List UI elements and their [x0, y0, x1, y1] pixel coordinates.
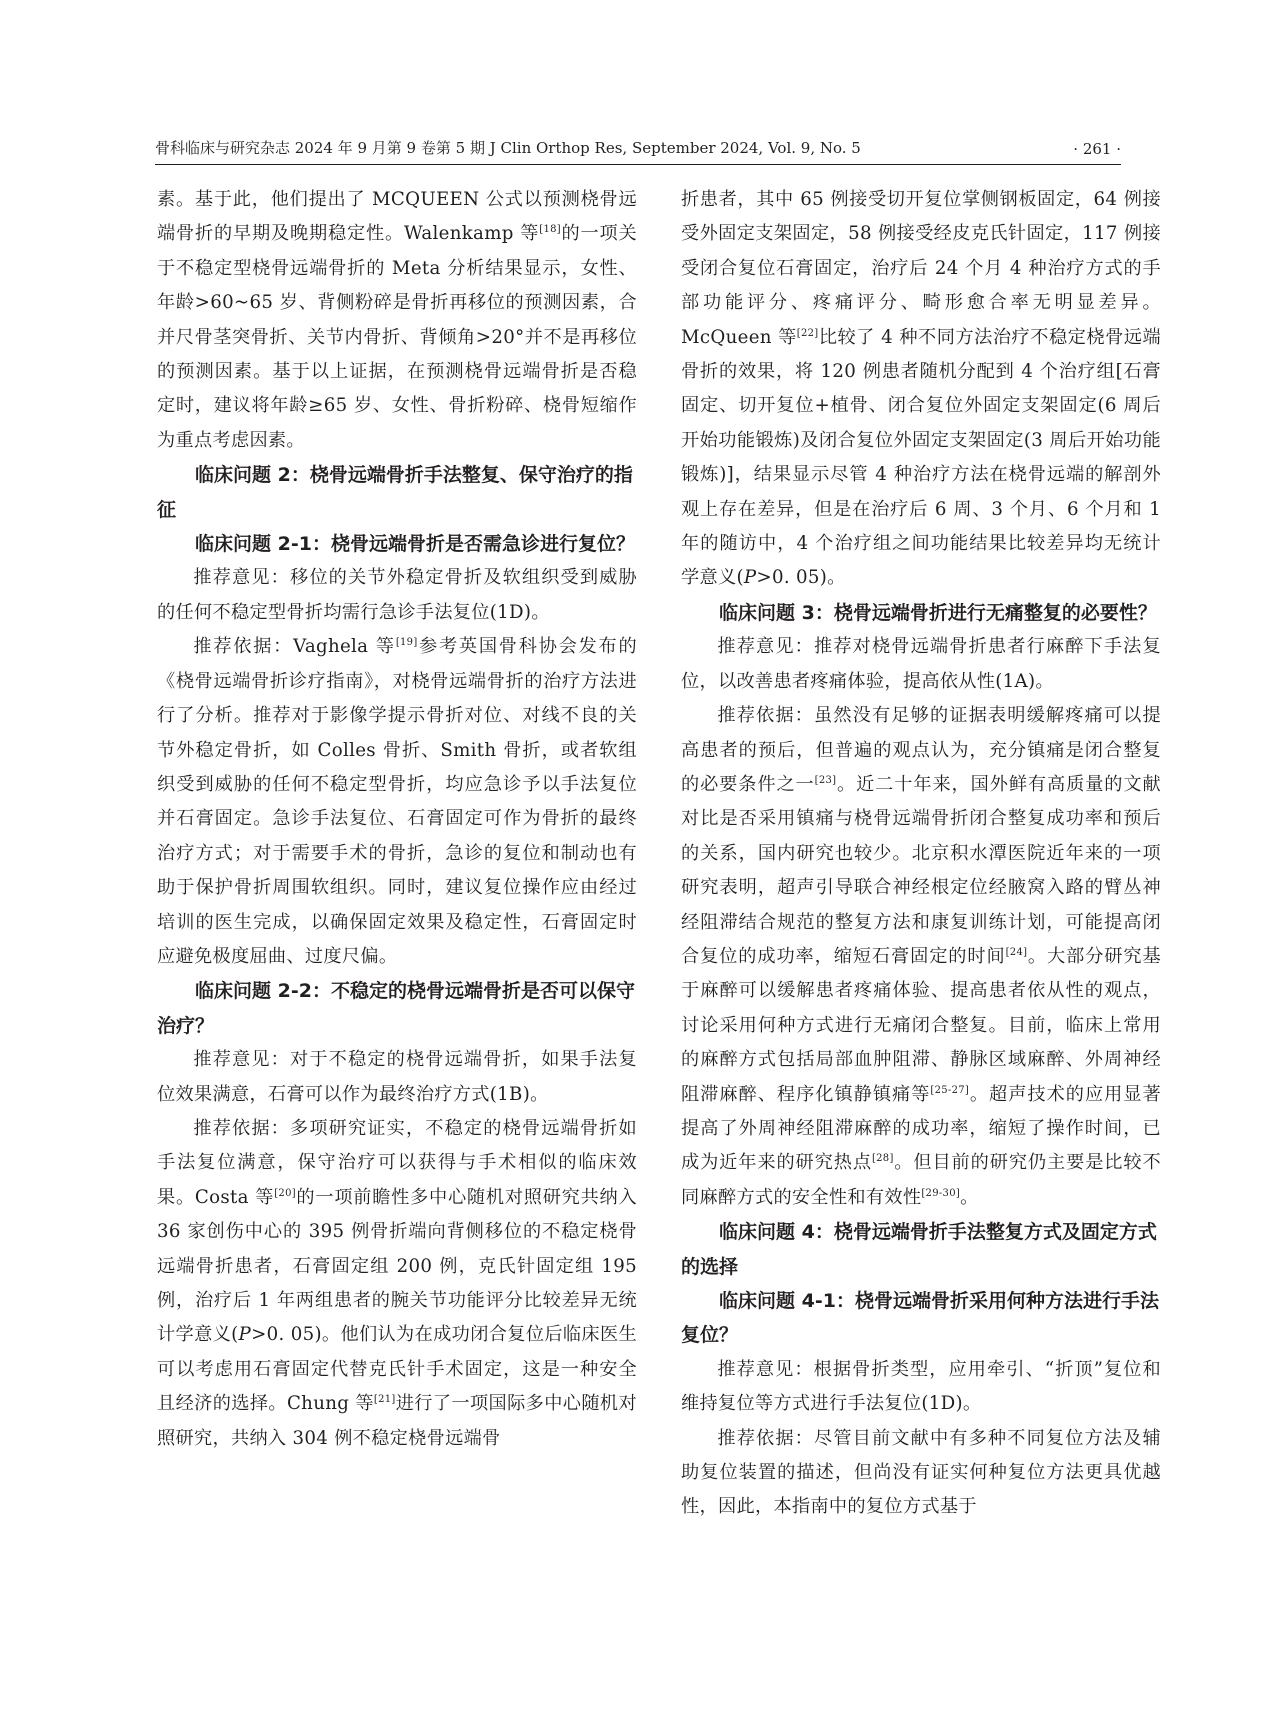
section-heading: 临床问题 2-2：不稳定的桡骨远端骨折是否可以保守治疗？ — [157, 980, 635, 1037]
paragraph: 素。基于此，他们提出了 MCQUEEN 公式以预测桡骨远端骨折的早期及晚期稳定性。Walenkamp 等[18]的一项关于不稳定型桡骨远端骨折的 Meta 分析结果显示，女性、年龄>60~65 岁、背侧粉碎是骨折再移位的预测因素，合并尺骨茎突骨折、关节内骨折、背倾角>20°并不是再移位的预测因素。基于以上证据，在预测桡骨远端骨折是否稳定时，建议将年龄≥65 岁、女性、骨折粉碎、桡骨短缩作为重点考虑因素。 — [157, 189, 638, 451]
left-column — [157, 183, 637, 1456]
paragraph: 推荐依据：尽管目前文献中有多种不同复位方法及辅助复位装置的描述，但尚没有证实何种复位方法更具优越性，因此，本指南中的复位方式基于 — [681, 1427, 1161, 1518]
paragraph: 推荐依据：Vaghela 等[19]参考英国骨科协会发布的《桡骨远端骨折诊疗指南》，对桡骨远端骨折的治疗方法进行了分析。推荐对于影像学提示骨折对位、对线不良的关节外稳定骨折，如 Colles 骨折、Smith 骨折，或者软组织受到威胁的任何不稳定型骨折，均应急诊予以手法复位并石膏固定。急诊手法复位、石膏固定可作为骨折的最终治疗方式；对于需要手术的骨折，急诊的复位和制动也有助于保护骨折周围软组织。同时，建议复位操作应由经过培训的医生完成，以确保固定效果及稳定性，石膏固定时应避免极度屈曲、过度尺偏。 — [157, 636, 637, 967]
recommendation: 推荐意见：对于不稳定的桡骨远端骨折，如果手法复位效果满意，石膏可以作为最终治疗方式(1B)。 — [157, 1049, 637, 1105]
citation[interactable]: [28] — [871, 1153, 894, 1165]
citation[interactable]: [19] — [395, 637, 418, 649]
citation[interactable]: [29-30] — [921, 1187, 961, 1199]
right-column — [681, 183, 1161, 1525]
citation[interactable]: [25-27] — [930, 1084, 970, 1096]
recommendation: 推荐意见：根据骨折类型，应用牵引、“折顶”复位和维持复位等方式进行手法复位(1D)。 — [681, 1358, 1161, 1415]
citation[interactable]: [24] — [1005, 946, 1028, 958]
citation[interactable]: [22] — [796, 327, 819, 339]
recommendation: 推荐意见：移位的关节外稳定骨折及软组织受到威胁的任何不稳定型骨折均需行急诊手法复位(1D)。 — [157, 567, 637, 623]
citation[interactable]: [23] — [814, 774, 837, 786]
page-number: · 261 · — [1073, 140, 1121, 158]
paragraph: 推荐依据：多项研究证实，不稳定的桡骨远端骨折如手法复位满意，保守治疗可以获得与手术相似的临床效果。Costa 等[20]的一项前瞻性多中心随机对照研究共纳入 36 家创伤中心的 395 例骨折端向背侧移位的不稳定桡骨远端骨折患者，石膏固定组 200 例，克氏针固定组 195 例，治疗后 1 年两组患者的腕关节功能评分比较差异无统计学意义(P>0. 05)。他们认为在成功闭合复位后临床医生可以考虑用石膏固定代替克氏针手术固定，这是一种安全且经济的选择。Chung 等[21]进行了一项国际多中心随机对照研究，共纳入 304 例不稳定桡骨远端骨 — [157, 1117, 637, 1449]
section-heading: 临床问题 4：桡骨远端骨折手法整复方式及固定方式的选择 — [681, 1221, 1157, 1278]
section-heading: 临床问题 3：桡骨远端骨折进行无痛整复的必要性？ — [719, 601, 1157, 624]
citation[interactable]: [18] — [539, 224, 562, 236]
section-heading: 临床问题 4-1：桡骨远端骨折采用何种方法进行手法复位？ — [681, 1290, 1159, 1347]
paragraph: 推荐依据：虽然没有足够的证据表明缓解疼痛可以提高患者的预后，但普遍的观点认为，充分镇痛是闭合整复的必要条件之一[23]。近二十年来，国外鲜有高质量的文献对比是否采用镇痛与桡骨远端骨折闭合整复成功率和预后的关系，国内研究也较少。北京积水潭医院近年来的一项研究表明，超声引导联合神经根定位经腋窝入路的臂丛神经阻滞结合规范的整复方法和康复训练计划，可能提高闭合复位的成功率，缩短石膏固定的时间[24]。大部分研究基于麻醉可以缓解患者疼痛体验、提高患者依从性的观点，讨论采用何种方式进行无痛闭合整复。目前，临床上常用的麻醉方式包括局部血肿阻滞、静脉区域麻醉、外周神经阻滞麻醉、程序化镇静镇痛等[25-27]。超声技术的应用显著提高了外周神经阻滞麻醉的成功率，缩短了操作时间，已成为近年来的研究热点[28]。但目前的研究仍主要是比较不同麻醉方式的安全性和有效性[29-30]。 — [681, 705, 1161, 1208]
paragraph: 折患者，其中 65 例接受切开复位掌侧钢板固定，64 例接受外固定支架固定，58 例接受经皮克氏针固定，117 例接受闭合复位石膏固定，治疗后 24 个月 4 种治疗方式的手部功能评分、疼痛评分、畸形愈合率无明显差异。McQueen 等[22]比较了 4 种不同方法治疗不稳定桡骨远端骨折的效果，将 120 例患者随机分配到 4 个治疗组[石膏固定、切开复位+植骨、闭合复位外固定支架固定(6 周后开始功能锻炼)及闭合复位外固定支架固定(3 周后开始功能锻炼)]，结果显示尽管 4 种治疗方法在桡骨远端的解剖外观上存在差异，但是在治疗后 6 周、3 个月、6 个月和 1 年的随访中，4 个治疗组之间功能结果比较差异均无统计学意义(P>0. 05)。 — [681, 189, 1161, 589]
citation[interactable]: [20] — [274, 1187, 296, 1199]
running-header — [155, 132, 1121, 165]
section-heading: 临床问题 2：桡骨远端骨折手法整复、保守治疗的指征 — [157, 464, 633, 521]
recommendation: 推荐意见：推荐对桡骨远端骨折患者行麻醉下手法复位，以改善患者疼痛体验，提高依从性(1A)。 — [681, 636, 1161, 692]
journal-info: 骨科临床与研究杂志 2024 年 9 月第 9 卷第 5 期 J Clin Orthop Res, September 2024, Vol. 9, No. 5 — [155, 139, 861, 157]
citation[interactable]: [21] — [373, 1394, 396, 1406]
section-heading: 临床问题 2-1：桡骨远端骨折是否需急诊进行复位？ — [195, 533, 635, 556]
